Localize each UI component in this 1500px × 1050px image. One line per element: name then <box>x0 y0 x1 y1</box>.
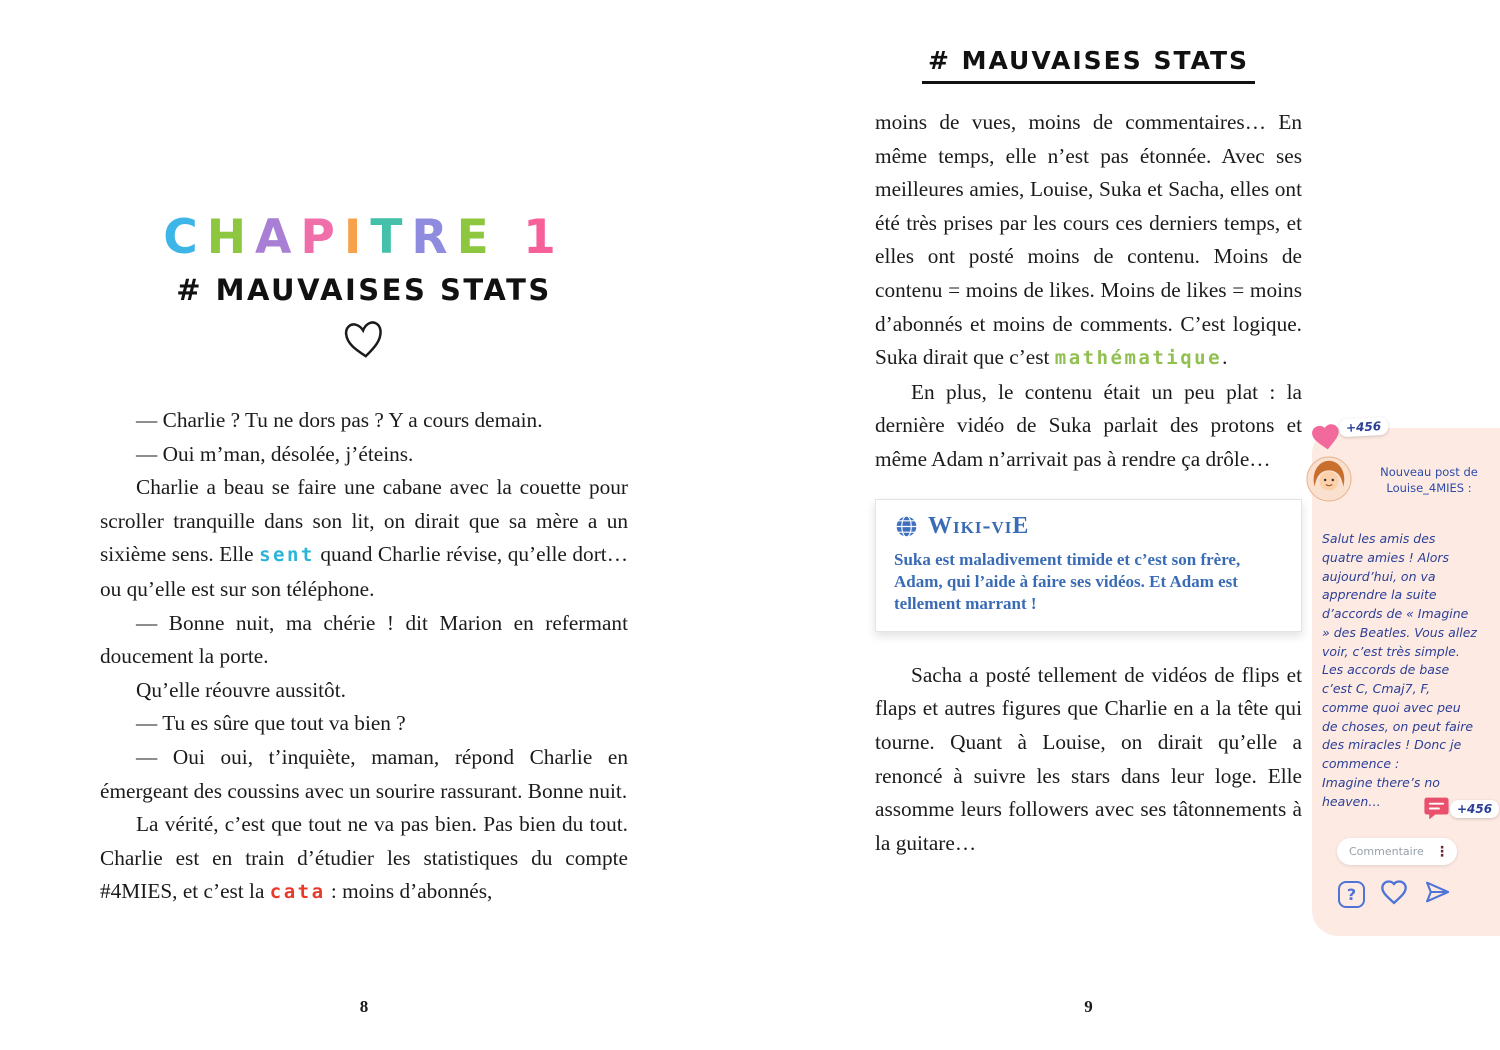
title-letter <box>498 210 523 265</box>
wiki-title: Wiki-viE <box>928 512 1030 539</box>
paragraph: — Oui oui, t’inquiète, maman, répond Charlie en émergeant des coussins avec un sourire rassurant. Bonne nuit. <box>100 744 628 803</box>
comment-input[interactable] <box>1349 845 1433 858</box>
right-page-text-top <box>875 106 1302 477</box>
paragraph: moins de vues, moins de commentaires… En même temps, elle n’est pas étonnée. Avec ses meilleures amies, Louise, Suka et Sacha, elles ont été très prises par les cours ces derniers temps, et elles ont posté moins de contenu. Moins de contenu = moins de likes. Moins de likes = moins d’abonnés et moins de comments. C’est logique. Suka dirait que c’est mathématique. <box>875 110 1302 370</box>
title-letter: A <box>255 210 301 265</box>
paragraph: — Bonne nuit, ma chérie ! dit Marion en refermant doucement la porte. <box>100 610 628 669</box>
paragraph: Sacha a posté tellement de vidéos de flips et flaps et autres figures que Charlie en a la tête qui tourne. Quant à Louise, on dirait qu’elle a renoncé à suivre les stars dans leur loge. Elle assomme leurs followers avec ses tâtonnements à la guitare… <box>875 662 1302 855</box>
title-letter: I <box>343 210 371 265</box>
social-post-card <box>1312 419 1500 936</box>
like-button-icon[interactable] <box>1380 878 1408 910</box>
chapter-subtitle: # MAUVAISES STATS <box>176 273 552 307</box>
title-letter: P <box>300 210 344 265</box>
globe-icon <box>894 514 919 539</box>
likes-heart-icon[interactable] <box>1310 421 1342 457</box>
share-icon[interactable] <box>1423 878 1451 910</box>
right-page-text-bottom <box>875 659 1302 861</box>
title-letter: C <box>163 210 207 265</box>
wiki-title-row <box>894 513 1283 540</box>
chapter-header <box>100 210 628 366</box>
comment-input-wrap <box>1337 838 1457 865</box>
paragraph: — Tu es sûre que tout va bien ? <box>136 711 406 736</box>
post-author-line1: Nouveau post de <box>1380 465 1478 479</box>
post-author-line2: Louise_4MIES : <box>1386 480 1472 495</box>
running-header-wrap <box>875 46 1302 84</box>
page-number-right: 9 <box>1084 997 1093 1016</box>
chapter-title <box>100 210 628 265</box>
comments-bubble-icon[interactable] <box>1422 794 1451 827</box>
help-icon[interactable]: ? <box>1338 881 1365 908</box>
paragraph: En plus, le contenu était un peu plat : la dernière vidéo de Suka parlait des protons et même Adam n’arrivait pas à rendre ça drôle… <box>875 379 1302 471</box>
page-number-left: 8 <box>359 997 369 1016</box>
title-letter: T <box>370 210 412 265</box>
title-letter: R <box>411 210 457 265</box>
title-letter: 1 <box>523 210 565 265</box>
paragraph: — Charlie ? Tu ne dors pas ? Y a cours demain. <box>136 408 543 432</box>
post-body: Salut les amis des quatre amies ! Alors aujourd’hui, on va apprendre la suite d’accords de « Imagine » des Beatles. Vous allez voir, c’est très simple. Les accords de base c’est C, Cmaj7, F, comme quoi avec peu de choses, on peut faire des miracles ! Donc je commence : <box>1322 531 1477 771</box>
card-actions <box>1338 878 1451 910</box>
left-page-text <box>100 404 628 910</box>
paragraph: La vérité, c’est que tout ne va pas bien. Pas bien du tout. Charlie est en train d’étudier les statistiques du compte #4MIES, et c’est la cata : moins d’abonnés, <box>100 812 628 904</box>
running-header: # MAUVAISES STATS <box>922 46 1255 84</box>
paragraph: Qu’elle réouvre aussitôt. <box>136 677 346 702</box>
post-text <box>1322 530 1480 811</box>
post-lyric: Imagine there’s no heaven… <box>1322 774 1440 809</box>
comments-count-badge: +456 <box>1450 800 1499 818</box>
avatar <box>1306 456 1352 506</box>
wiki-box <box>875 499 1302 632</box>
paragraph: Charlie a beau se faire une cabane avec la couette pour scroller tranquille dans son lit, on dirait que sa mère a un sixième sens. Elle sent quand Charlie révise, qu’elle dort… ou qu’elle est sur son téléphone. <box>100 475 628 601</box>
likes-count-badge: +456 <box>1339 417 1389 438</box>
more-options-icon[interactable]: ⋮ <box>1435 843 1449 860</box>
heart-doodle-icon <box>100 317 628 366</box>
paragraph: — Oui m’man, désolée, j’éteins. <box>136 441 414 466</box>
title-letter: H <box>206 210 256 265</box>
title-letter: E <box>456 210 498 265</box>
right-page-content <box>875 106 1302 860</box>
wiki-text: Suka est maladivement timide et c’est son frère, Adam, qui l’aide à faire ses vidéos. Et Adam est tellement marrant ! <box>894 549 1241 614</box>
post-author <box>1368 465 1490 496</box>
